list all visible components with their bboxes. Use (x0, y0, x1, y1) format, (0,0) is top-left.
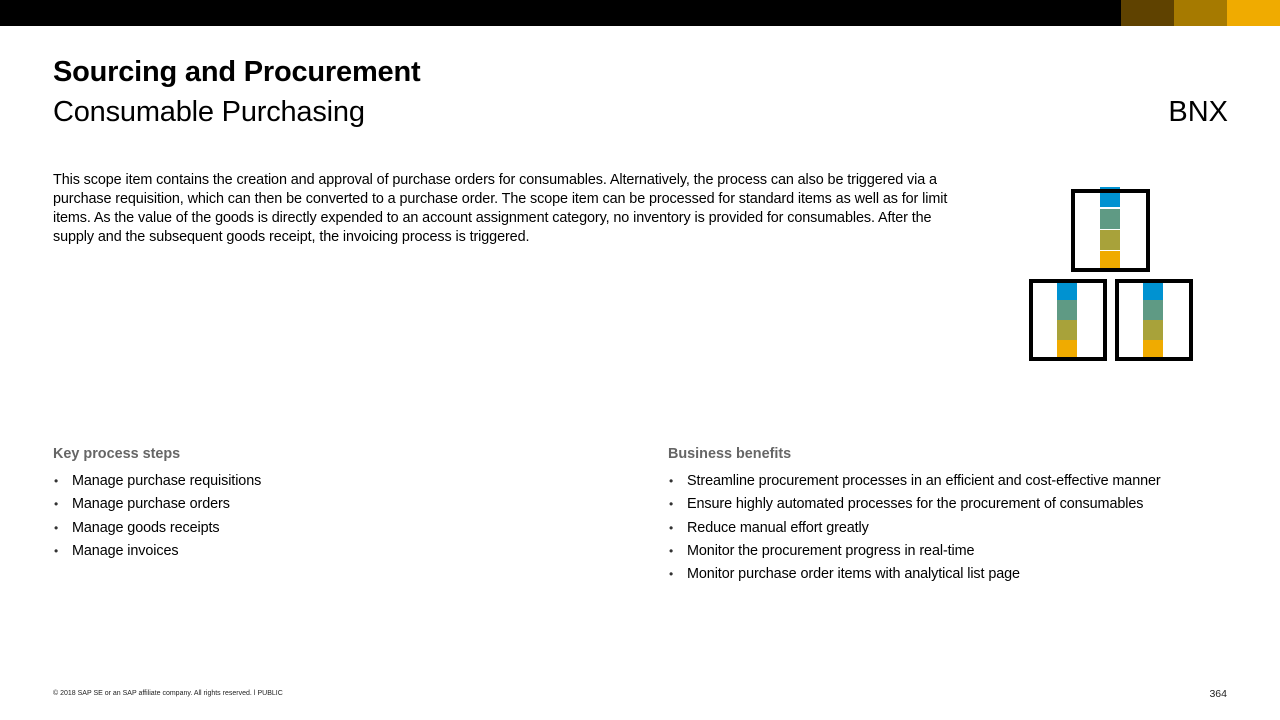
page-title: Sourcing and Procurement (53, 56, 421, 88)
benefits-section (668, 444, 1248, 586)
list-item: • Manage invoices (53, 540, 613, 563)
key-steps-heading: Key process steps (53, 446, 181, 462)
bullet-icon: • (669, 474, 674, 488)
bullet-icon: • (669, 567, 674, 582)
benefits-heading: Business benefits (668, 446, 792, 462)
box-top (1073, 187, 1148, 271)
box-bottom-left (1031, 280, 1105, 361)
list-item: • Manage goods receipts (53, 517, 613, 540)
list-item: • Ensure highly automated processes for the procurement of consumables (668, 493, 1248, 516)
list-item: • Manage purchase orders (53, 493, 613, 516)
bullet-icon: • (54, 520, 59, 535)
box-bottom-right (1117, 280, 1191, 361)
key-steps-section (53, 444, 613, 563)
bullet-icon: • (54, 474, 59, 488)
accent-swatch-dark (1121, 0, 1174, 26)
accent-swatch-light (1227, 0, 1280, 26)
bullet-icon: • (54, 497, 59, 512)
top-bar (0, 0, 1280, 26)
accent-swatch-mid (1174, 0, 1227, 26)
list-item: • Monitor the procurement progress in real-time (668, 540, 1248, 563)
benefits-list (668, 470, 1248, 586)
list-item: • Monitor purchase order items with analytical list page (668, 563, 1248, 586)
bullet-icon: • (669, 543, 674, 558)
page-subtitle: Consumable Purchasing (53, 96, 365, 128)
list-item: • Reduce manual effort greatly (668, 517, 1248, 540)
list-item: • Streamline procurement processes in an efficient and cost-effective manner (668, 470, 1248, 493)
bullet-icon: • (669, 497, 674, 512)
footer-copyright: © 2018 SAP SE or an SAP affiliate company. All rights reserved. ǀ PUBLIC (53, 690, 283, 697)
page-number: 364 (1209, 688, 1227, 700)
bullet-icon: • (669, 520, 674, 535)
scope-description: This scope item contains the creation and approval of purchase orders for consumables. Alternatively, the process can also be triggered via a purchase requisition, which can then be converted to a purchase order. The scope item can be processed for standard items as well as for limit items. As the value of the goods is directly expended to an account assignment category, no inventory is provided for consumables. After the supply and the subsequent goods receipt, the invoicing process is triggered. (53, 172, 948, 245)
scope-item-code: BNX (1168, 96, 1228, 128)
stacked-boxes-icon (1028, 187, 1198, 363)
list-item: • Manage purchase requisitions (53, 470, 613, 493)
bullet-icon: • (54, 543, 59, 558)
key-steps-list (53, 470, 613, 563)
